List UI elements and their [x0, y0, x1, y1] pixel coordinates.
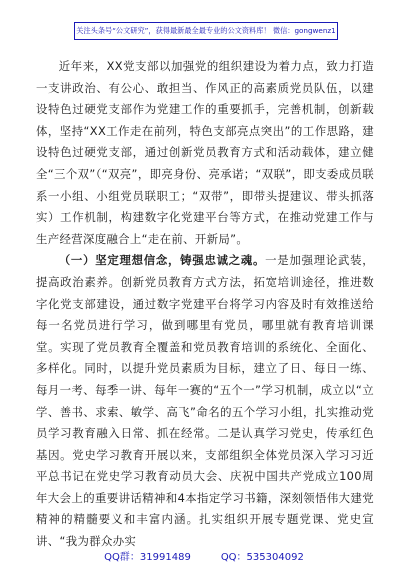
document-body [36, 56, 374, 553]
paragraph-section-one [36, 250, 374, 552]
footer-qq-group: QQ群：31991489 [104, 552, 191, 563]
footer-qq: QQ：535304092 [220, 552, 304, 563]
section-heading: （一）坚定理想信念，铸强忠诚之魂。 [58, 253, 266, 268]
section-body-text: 一是加强理论武装，提高政治素养。创新党员教育方式方法，拓宽培训途径，推进数字化党支部建设，通过数字党建平台将学习内容及时有效推送给每一名党员进行学习，做到哪里有党员，哪里就有教育培训课堂。实现了党员教育全覆盖和党员教育培训的系统化、全面化、多样化。同时，以提升党员素质为目标，建立了日、每日一练、每月一考、每季一讲、每年一赛的“五个一”学习机制，成立以“立学、善书、求索、敏学、高飞”命名的五个学习小组，扎实推动党员学习教育融入日常、抓在经常。二是认真学习党史，传承红色基因。党史学习教育开展以来，支部组织全体党员深入学习习近平总书记在党史学习教育动员大会、庆祝中国共产党成立100周年大会上的重要讲话精神和4本指定学习书籍，深刻领悟伟大建党精神的精髓要义和丰富内涵。扎实组织开展专题党课、党史宣讲、“我为群众办实 [36, 253, 375, 549]
footer [0, 548, 408, 563]
header-banner: 关注头条号“公文研究”，获得最新最全最专业的公文资料库！ 微信：gongwenz1 [74, 22, 338, 40]
paragraph-intro: 近年来，XX党支部以加强党的组织建设为着力点，致力打造一支讲政治、有公心、敢担当、作风正的高素质党员队伍，以建设特色过硬党支部作为党建工作的重要抓手，完善机制，创新载体，坚持“XX工作走在前列，特色支部亮点突出”的工作思路，建设特色过硬党支部，通过创新党员教育方式和活动载体，建立健全“三个双”（“双亮”，即亮身份、亮承诺；“双联”，即支委成员联系一小组、小组党员联职工；“双带”，即带头提建议、带头抓落实）工作机制，构建数字化党建平台等方式，在推动党建工作与生产经营深度融合上“走在前、开新局”。 [36, 59, 374, 246]
